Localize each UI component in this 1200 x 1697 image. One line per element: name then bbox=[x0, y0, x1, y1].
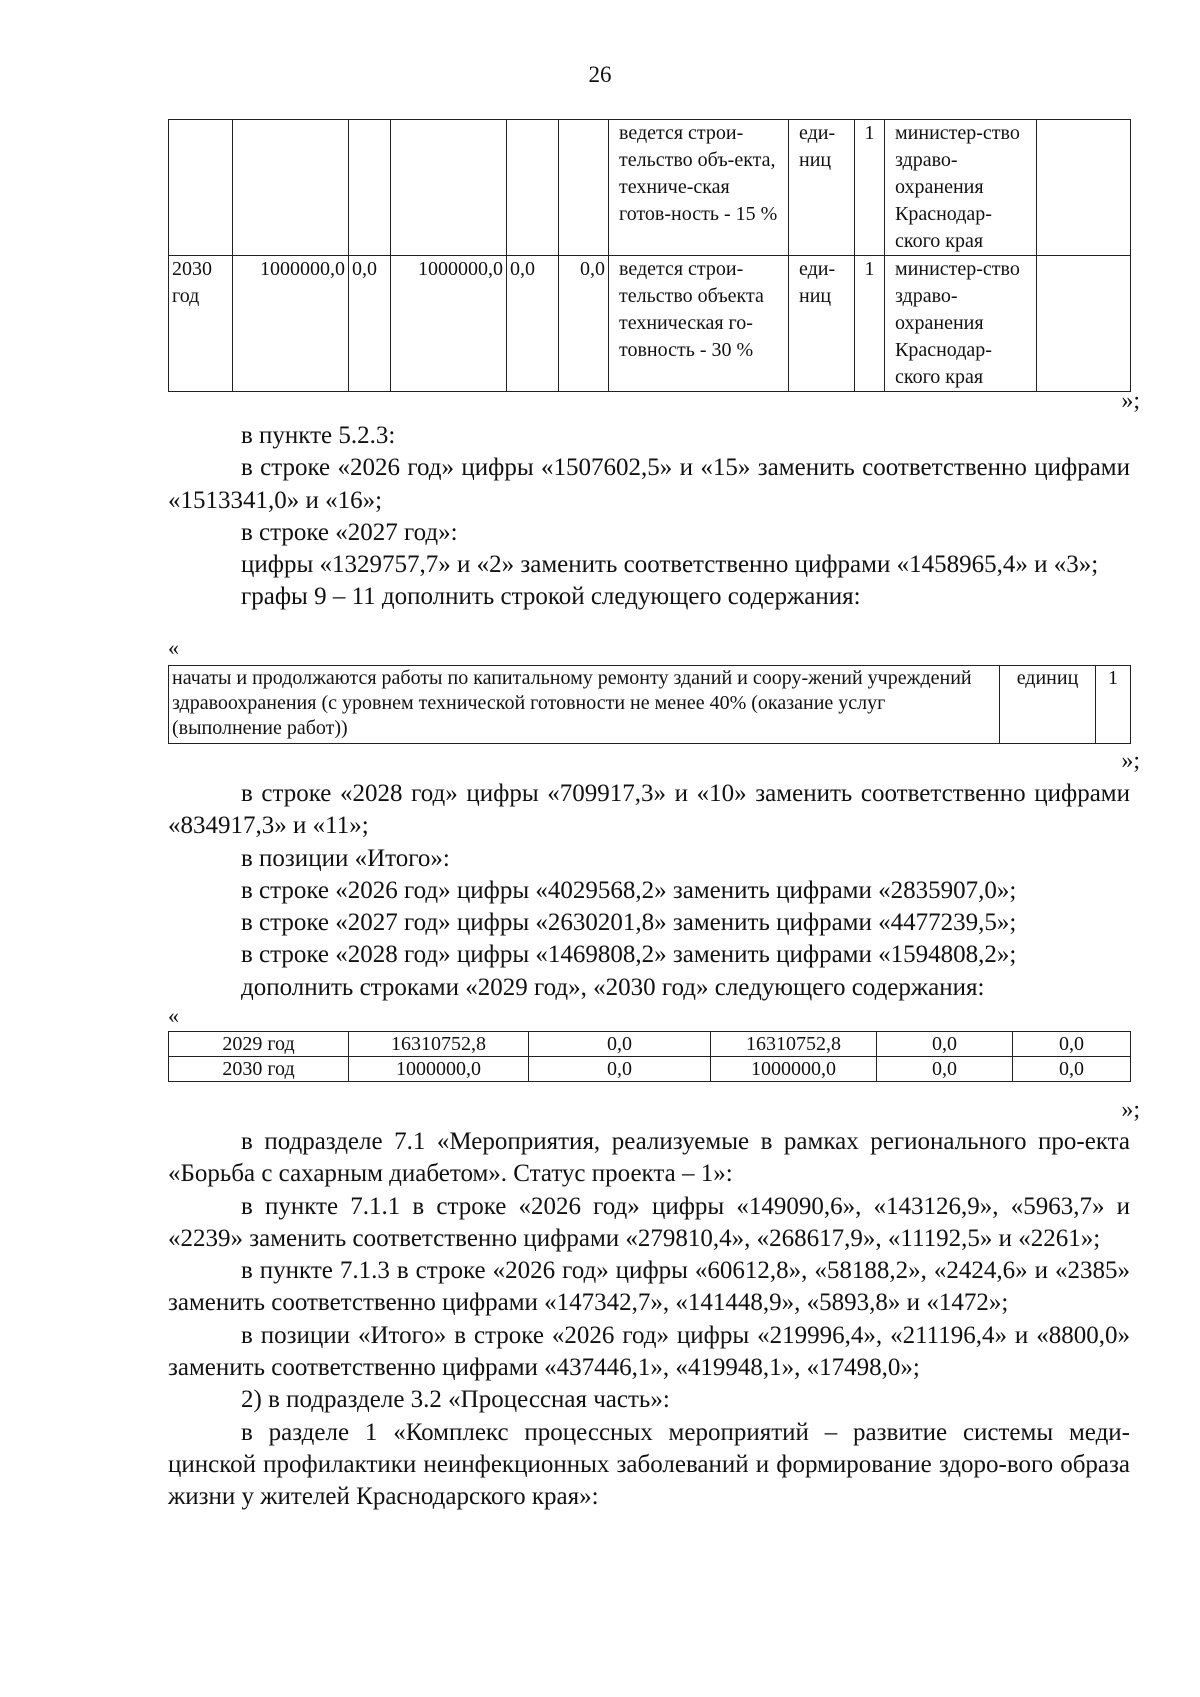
paragraph: в пункте 7.1.3 в строке «2026 год» цифры «60612,8», «58188,2», «2424,6» и «2385» заменить соответственно цифрами «147342,7», «141448,9», «5893,8» и «1472»; bbox=[168, 1257, 1130, 1317]
year-cell: 2030 год bbox=[169, 256, 233, 392]
amount-cell bbox=[507, 120, 559, 256]
org-cell: министер-ство здраво-охранения Краснодар-ского края bbox=[885, 120, 1037, 256]
year-cell: 2029 год bbox=[169, 1032, 349, 1057]
closing-quote: »; bbox=[1121, 1097, 1140, 1123]
paragraph: в подразделе 7.1 «Мероприятия, реализуемые в рамках регионального про-екта «Борьба с сахарным диабетом». Статус проекта – 1»: bbox=[168, 1128, 1130, 1188]
paragraph: дополнить строками «2029 год», «2030 год» следующего содержания: bbox=[241, 973, 985, 1001]
amount-cell: 1000000,0 bbox=[711, 1057, 877, 1082]
amount-cell: 1000000,0 bbox=[349, 1057, 529, 1082]
paragraph: в строке «2026 год» цифры «1507602,5» и «15» заменить соответственно цифрами «1513341,0» и «16»; bbox=[168, 454, 1130, 514]
amount-cell: 0,0 bbox=[349, 256, 391, 392]
paragraph: в позиции «Итого» в строке «2026 год» цифры «219996,4», «211196,4» и «8800,0» заменить соответственно цифрами «437446,1», «419948,1», «17498,0»; bbox=[168, 1321, 1130, 1382]
paragraph: в позиции «Итого»: bbox=[241, 844, 450, 872]
opening-quote: « bbox=[168, 635, 179, 660]
paragraph: в строке «2027 год»: bbox=[241, 518, 458, 546]
amount-cell: 1000000,0 bbox=[391, 256, 507, 392]
paragraph: цифры «1329757,7» и «2» заменить соответственно цифрами «1458965,4» и «3»; bbox=[241, 551, 1099, 579]
page-number: 26 bbox=[588, 62, 612, 87]
paragraph: в разделе 1 «Комплекс процессных мероприятий – развитие системы меди-цинской профилактики неинфекционных заболеваний и формирование здоро-вого образа жизни у жителей Краснодарского края»: bbox=[168, 1418, 1130, 1511]
closing-quote: »; bbox=[1121, 748, 1140, 774]
opening-quote: « bbox=[168, 1003, 179, 1028]
amendment-block-2 bbox=[168, 778, 1130, 1004]
empty-cell bbox=[1037, 256, 1131, 392]
unit-cell: еди-ниц bbox=[789, 256, 855, 392]
result-cell: ведется строи-тельство объекта техническая го-товность - 30 % bbox=[609, 256, 789, 392]
program-table-continuation bbox=[168, 119, 1131, 392]
closing-quote: »; bbox=[1121, 388, 1140, 414]
amount-cell: 0,0 bbox=[507, 256, 559, 392]
qty-cell: 1 bbox=[855, 120, 885, 256]
amount-cell bbox=[559, 120, 609, 256]
year-cell bbox=[169, 120, 233, 256]
amount-cell: 0,0 bbox=[529, 1057, 711, 1082]
amount-cell: 16310752,8 bbox=[711, 1032, 877, 1057]
result-cell: ведется строи-тельство объ-екта, техниче-ская готов-ность - 15 % bbox=[609, 120, 789, 256]
table-row bbox=[169, 120, 1131, 256]
unit-cell: единиц bbox=[1000, 666, 1096, 744]
amendment-block-3 bbox=[168, 1126, 1130, 1514]
table-row bbox=[169, 256, 1131, 392]
year-cell: 2030 год bbox=[169, 1057, 349, 1082]
table-row bbox=[169, 1057, 1131, 1082]
qty-cell: 1 bbox=[1096, 666, 1131, 744]
paragraph: в строке «2027 год» цифры «2630201,8» заменить цифрами «4477239,5»; bbox=[241, 909, 1017, 937]
paragraph: в строке «2026 год» цифры «4029568,2» заменить цифрами «2835907,0»; bbox=[241, 876, 1017, 904]
amount-cell: 0,0 bbox=[1013, 1057, 1131, 1082]
amount-cell: 1000000,0 bbox=[233, 256, 349, 392]
amount-cell: 0,0 bbox=[559, 256, 609, 392]
empty-cell bbox=[1037, 120, 1131, 256]
inserted-row-table bbox=[168, 665, 1131, 744]
amount-cell: 0,0 bbox=[877, 1057, 1013, 1082]
paragraph: 2) в подразделе 3.2 «Процессная часть»: bbox=[241, 1386, 670, 1414]
amount-cell bbox=[233, 120, 349, 256]
qty-cell: 1 bbox=[855, 256, 885, 392]
paragraph: в строке «2028 год» цифры «709917,3» и «10» заменить соответственно цифрами «834917,3» и «11»; bbox=[168, 780, 1130, 840]
unit-cell: еди-ниц bbox=[789, 120, 855, 256]
table-row bbox=[169, 1032, 1131, 1057]
amount-cell bbox=[391, 120, 507, 256]
org-cell: министер-ство здраво-охранения Краснодар-ского края bbox=[885, 256, 1037, 392]
amendment-block-1 bbox=[168, 420, 1130, 614]
activity-text-cell: начаты и продолжаются работы по капитальному ремонту зданий и соору-жений учреждений здравоохранения (с уровнем технической готовности не менее 40% (оказание услуг (выполнение работ)) bbox=[169, 666, 1000, 744]
totals-table bbox=[168, 1031, 1131, 1082]
paragraph: в строке «2028 год» цифры «1469808,2» заменить цифрами «1594808,2»; bbox=[241, 941, 1017, 969]
amount-cell: 0,0 bbox=[877, 1032, 1013, 1057]
amount-cell: 0,0 bbox=[1013, 1032, 1131, 1057]
paragraph: в пункте 7.1.1 в строке «2026 год» цифры «149090,6», «143126,9», «5963,7» и «2239» заменить соответственно цифрами «279810,4», «268617,9», «11192,5» и «2261»; bbox=[168, 1192, 1130, 1252]
amount-cell: 16310752,8 bbox=[349, 1032, 529, 1057]
amount-cell: 0,0 bbox=[529, 1032, 711, 1057]
paragraph: графы 9 – 11 дополнить строкой следующего содержания: bbox=[241, 583, 861, 611]
table-row bbox=[169, 666, 1131, 744]
amount-cell bbox=[349, 120, 391, 256]
paragraph: в пункте 5.2.3: bbox=[241, 422, 396, 449]
